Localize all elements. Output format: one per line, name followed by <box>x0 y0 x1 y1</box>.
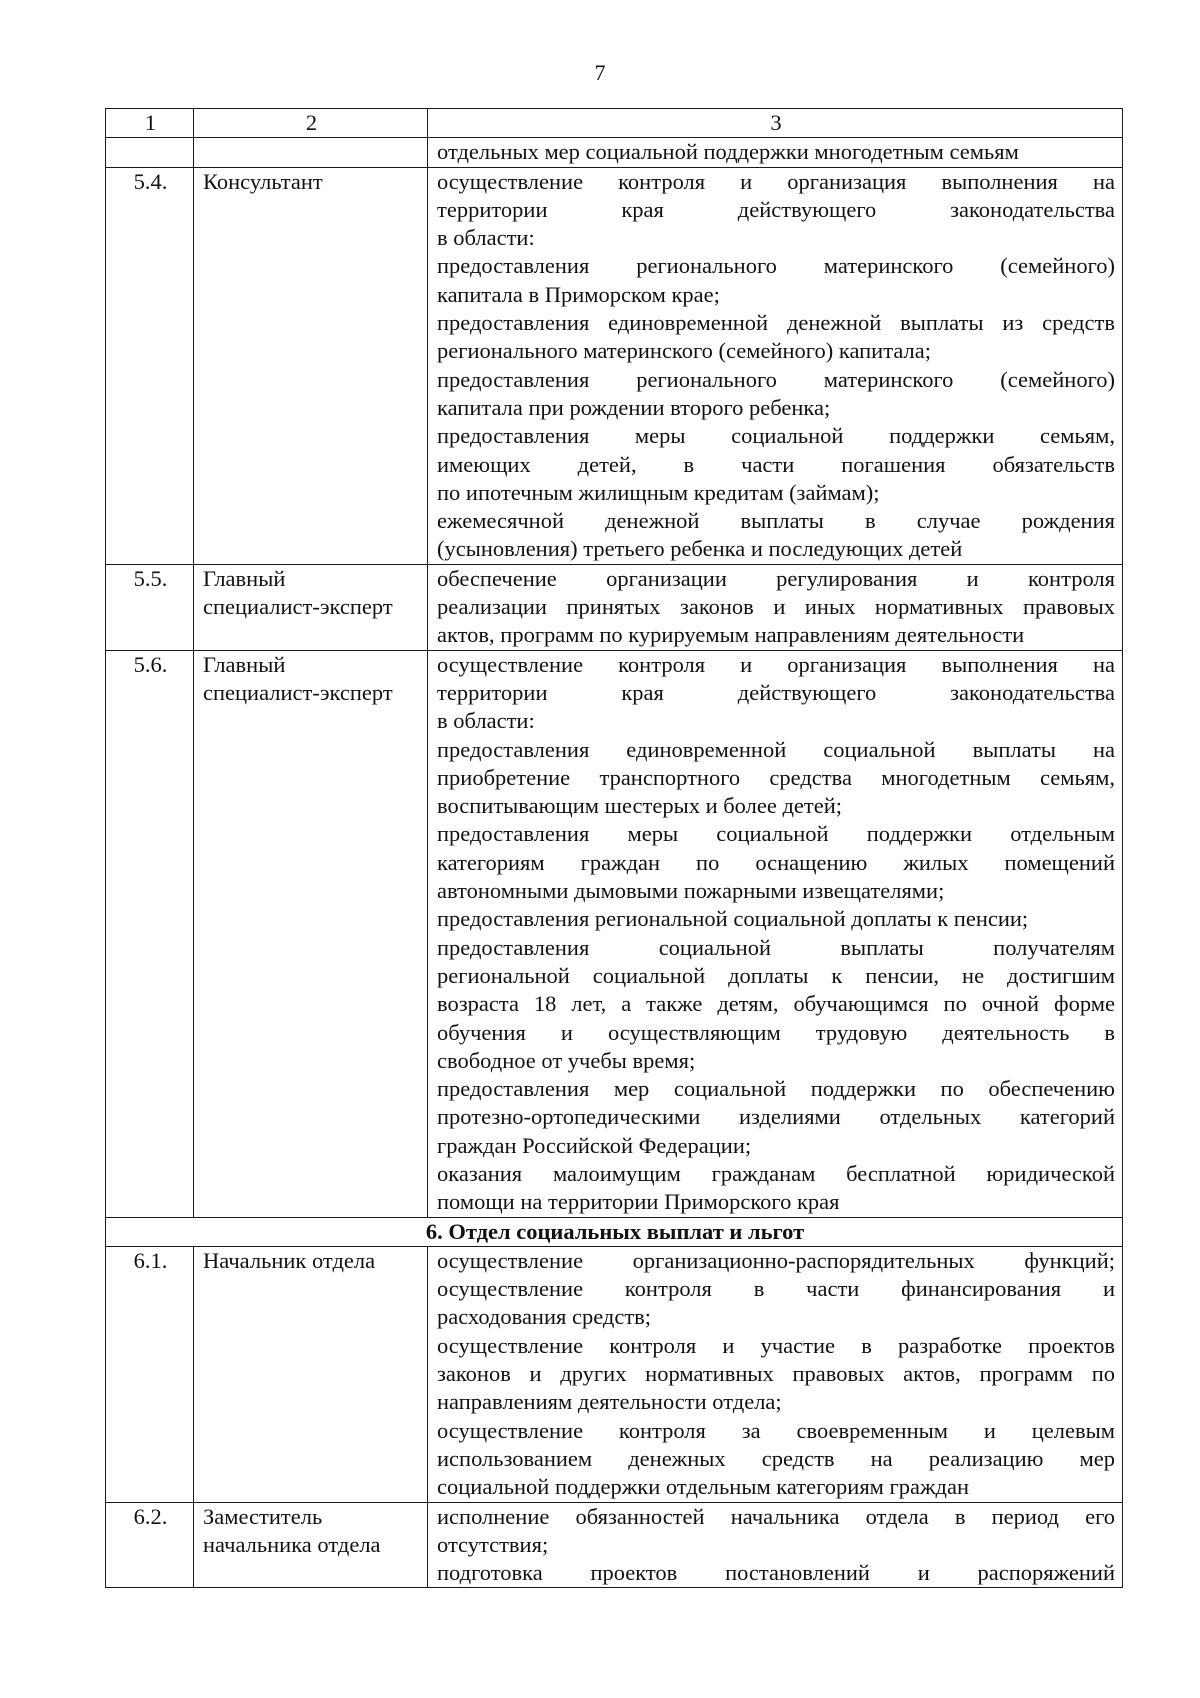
duty-text-line: капитала при рождении второго ребенка; <box>437 394 831 420</box>
duty-text-line: в области: <box>437 225 535 251</box>
duty-text-line: имеющих детей, в части погашения обязательств <box>437 451 1115 477</box>
duty-text-line: предоставления региональной социальной доплаты к пенсии; <box>437 906 1029 932</box>
duty-text-line: территории края действующего законодательства <box>437 196 1115 222</box>
position-cell <box>194 650 428 1217</box>
duty-text-line: регионального материнского (семейного) капитала; <box>437 338 931 364</box>
table-row <box>106 564 1123 650</box>
position-title-line: Начальник отдела <box>203 1247 376 1273</box>
duty-text-line: обеспечение организации регулирования и контроля <box>437 565 1115 591</box>
position-title-line: Консультант <box>203 168 323 194</box>
duty-text-line: социальной поддержки отдельным категориям граждан <box>437 1474 970 1500</box>
duty-text-line: осуществление организационно-распорядительных функций; <box>437 1247 1115 1273</box>
header-col-3: 3 <box>428 109 1123 138</box>
duty-text-line: расходования средств; <box>437 1304 652 1330</box>
position-title-line: Заместитель <box>203 1503 323 1529</box>
continuation-position-cell <box>194 138 428 167</box>
duty-text-line: предоставления мер социальной поддержки по обеспечению <box>437 1076 1115 1102</box>
duty-text-line: законов и других нормативных правовых актов, программ по <box>437 1361 1115 1387</box>
duty-text-line: ежемесячной денежной выплаты в случае рождения <box>437 508 1115 534</box>
duties-cell <box>428 1246 1123 1502</box>
duty-text-line: свободное от учебы время; <box>437 1047 696 1073</box>
continuation-duties-cell <box>428 138 1123 167</box>
duty-text-line: обучения и осуществляющим трудовую деятельность в <box>437 1019 1115 1045</box>
duty-text-line: осуществление контроля в части финансирования и <box>437 1276 1115 1302</box>
duty-text-line: использованием денежных средств на реализацию мер <box>437 1445 1115 1471</box>
table-row <box>106 167 1123 564</box>
duty-text-line: категориям граждан по оснащению жилых помещений <box>437 849 1115 875</box>
duty-text-line: (усыновления) третьего ребенка и последующих детей <box>437 536 963 562</box>
section-heading: 6. Отдел социальных выплат и льгот <box>106 1217 1123 1246</box>
duty-text-line: предоставления регионального материнского (семейного) <box>437 253 1115 279</box>
position-title-line: Главный <box>203 651 286 677</box>
position-cell <box>194 564 428 650</box>
duty-text-line: осуществление контроля и организация выполнения на <box>437 168 1115 194</box>
duty-text-line: воспитывающим шестерых и более детей; <box>437 793 843 819</box>
duty-text-line: помощи на территории Приморского края <box>437 1189 840 1215</box>
duty-text-line: предоставления единовременной денежной выплаты из средств <box>437 310 1115 336</box>
position-title-line: специалист-эксперт <box>203 594 393 620</box>
row-number: 6.1. <box>106 1246 194 1502</box>
continuation-row <box>106 138 1123 167</box>
duty-text-line: оказания малоимущим гражданам бесплатной юридической <box>437 1160 1115 1186</box>
duty-text-line: предоставления меры социальной поддержки отдельным <box>437 821 1115 847</box>
duty-text-line: осуществление контроля и участие в разработке проектов <box>437 1332 1115 1358</box>
page-number: 7 <box>594 60 606 85</box>
duties-cell <box>428 650 1123 1217</box>
table-row <box>106 1246 1123 1502</box>
row-number: 5.4. <box>106 167 194 564</box>
duties-cell <box>428 1502 1123 1588</box>
position-cell <box>194 167 428 564</box>
duty-text-line: предоставления единовременной социальной выплаты на <box>437 736 1115 762</box>
duty-text-line: возраста 18 лет, а также детям, обучающимся по очной форме <box>437 991 1115 1017</box>
duty-text-line: по ипотечным жилищным кредитам (займам); <box>437 479 880 505</box>
duty-text-line: автономными дымовыми пожарными извещателями; <box>437 878 945 904</box>
section-heading-row <box>106 1217 1123 1246</box>
row-number: 5.6. <box>106 650 194 1217</box>
duty-text-line: граждан Российской Федерации; <box>437 1132 752 1158</box>
table-row <box>106 650 1123 1217</box>
duty-text-line: территории края действующего законодательства <box>437 679 1115 705</box>
duty-text-line: капитала в Приморском крае; <box>437 281 720 307</box>
table-header-row <box>106 109 1123 138</box>
duties-cell <box>428 564 1123 650</box>
position-cell <box>194 1502 428 1588</box>
duty-text-line: в области: <box>437 708 535 734</box>
position-cell <box>194 1246 428 1502</box>
position-title-line: Главный <box>203 565 286 591</box>
duty-text-line: региональной социальной доплаты к пенсии, не достигшим <box>437 962 1115 988</box>
duty-text-line: протезно-ортопедическими изделиями отдельных категорий <box>437 1104 1115 1130</box>
row-number: 6.2. <box>106 1502 194 1588</box>
table-row <box>106 1502 1123 1588</box>
duty-text-line: подготовка проектов постановлений и распоряжений <box>437 1560 1115 1586</box>
duties-cell <box>428 167 1123 564</box>
duty-text-line: приобретение транспортного средства многодетным семьям, <box>437 764 1115 790</box>
duty-text-line: предоставления меры социальной поддержки семьям, <box>437 423 1115 449</box>
duty-text-line: осуществление контроля за своевременным и целевым <box>437 1417 1115 1443</box>
duty-text-line: направлениям деятельности отдела; <box>437 1389 782 1415</box>
position-title-line: начальника отдела <box>203 1531 381 1557</box>
row-number: 5.5. <box>106 564 194 650</box>
duty-text-line: исполнение обязанностей начальника отдела в период его <box>437 1503 1115 1529</box>
header-col-1: 1 <box>106 109 194 138</box>
header-col-2: 2 <box>194 109 428 138</box>
duty-text-line: реализации принятых законов и иных нормативных правовых <box>437 594 1115 620</box>
duty-text-line: отсутствия; <box>437 1531 549 1557</box>
duty-text-line: актов, программ по курируемым направлениям деятельности <box>437 622 1025 648</box>
duty-text-line: осуществление контроля и организация выполнения на <box>437 651 1115 677</box>
duty-text-line: предоставления социальной выплаты получателям <box>437 934 1115 960</box>
position-title-line: специалист-эксперт <box>203 679 393 705</box>
duty-text-line: предоставления регионального материнского (семейного) <box>437 366 1115 392</box>
continuation-num-cell <box>106 138 194 167</box>
continuation-text: отдельных мер социальной поддержки многодетным семьям <box>437 139 1019 165</box>
staff-duties-table <box>105 108 1123 1588</box>
